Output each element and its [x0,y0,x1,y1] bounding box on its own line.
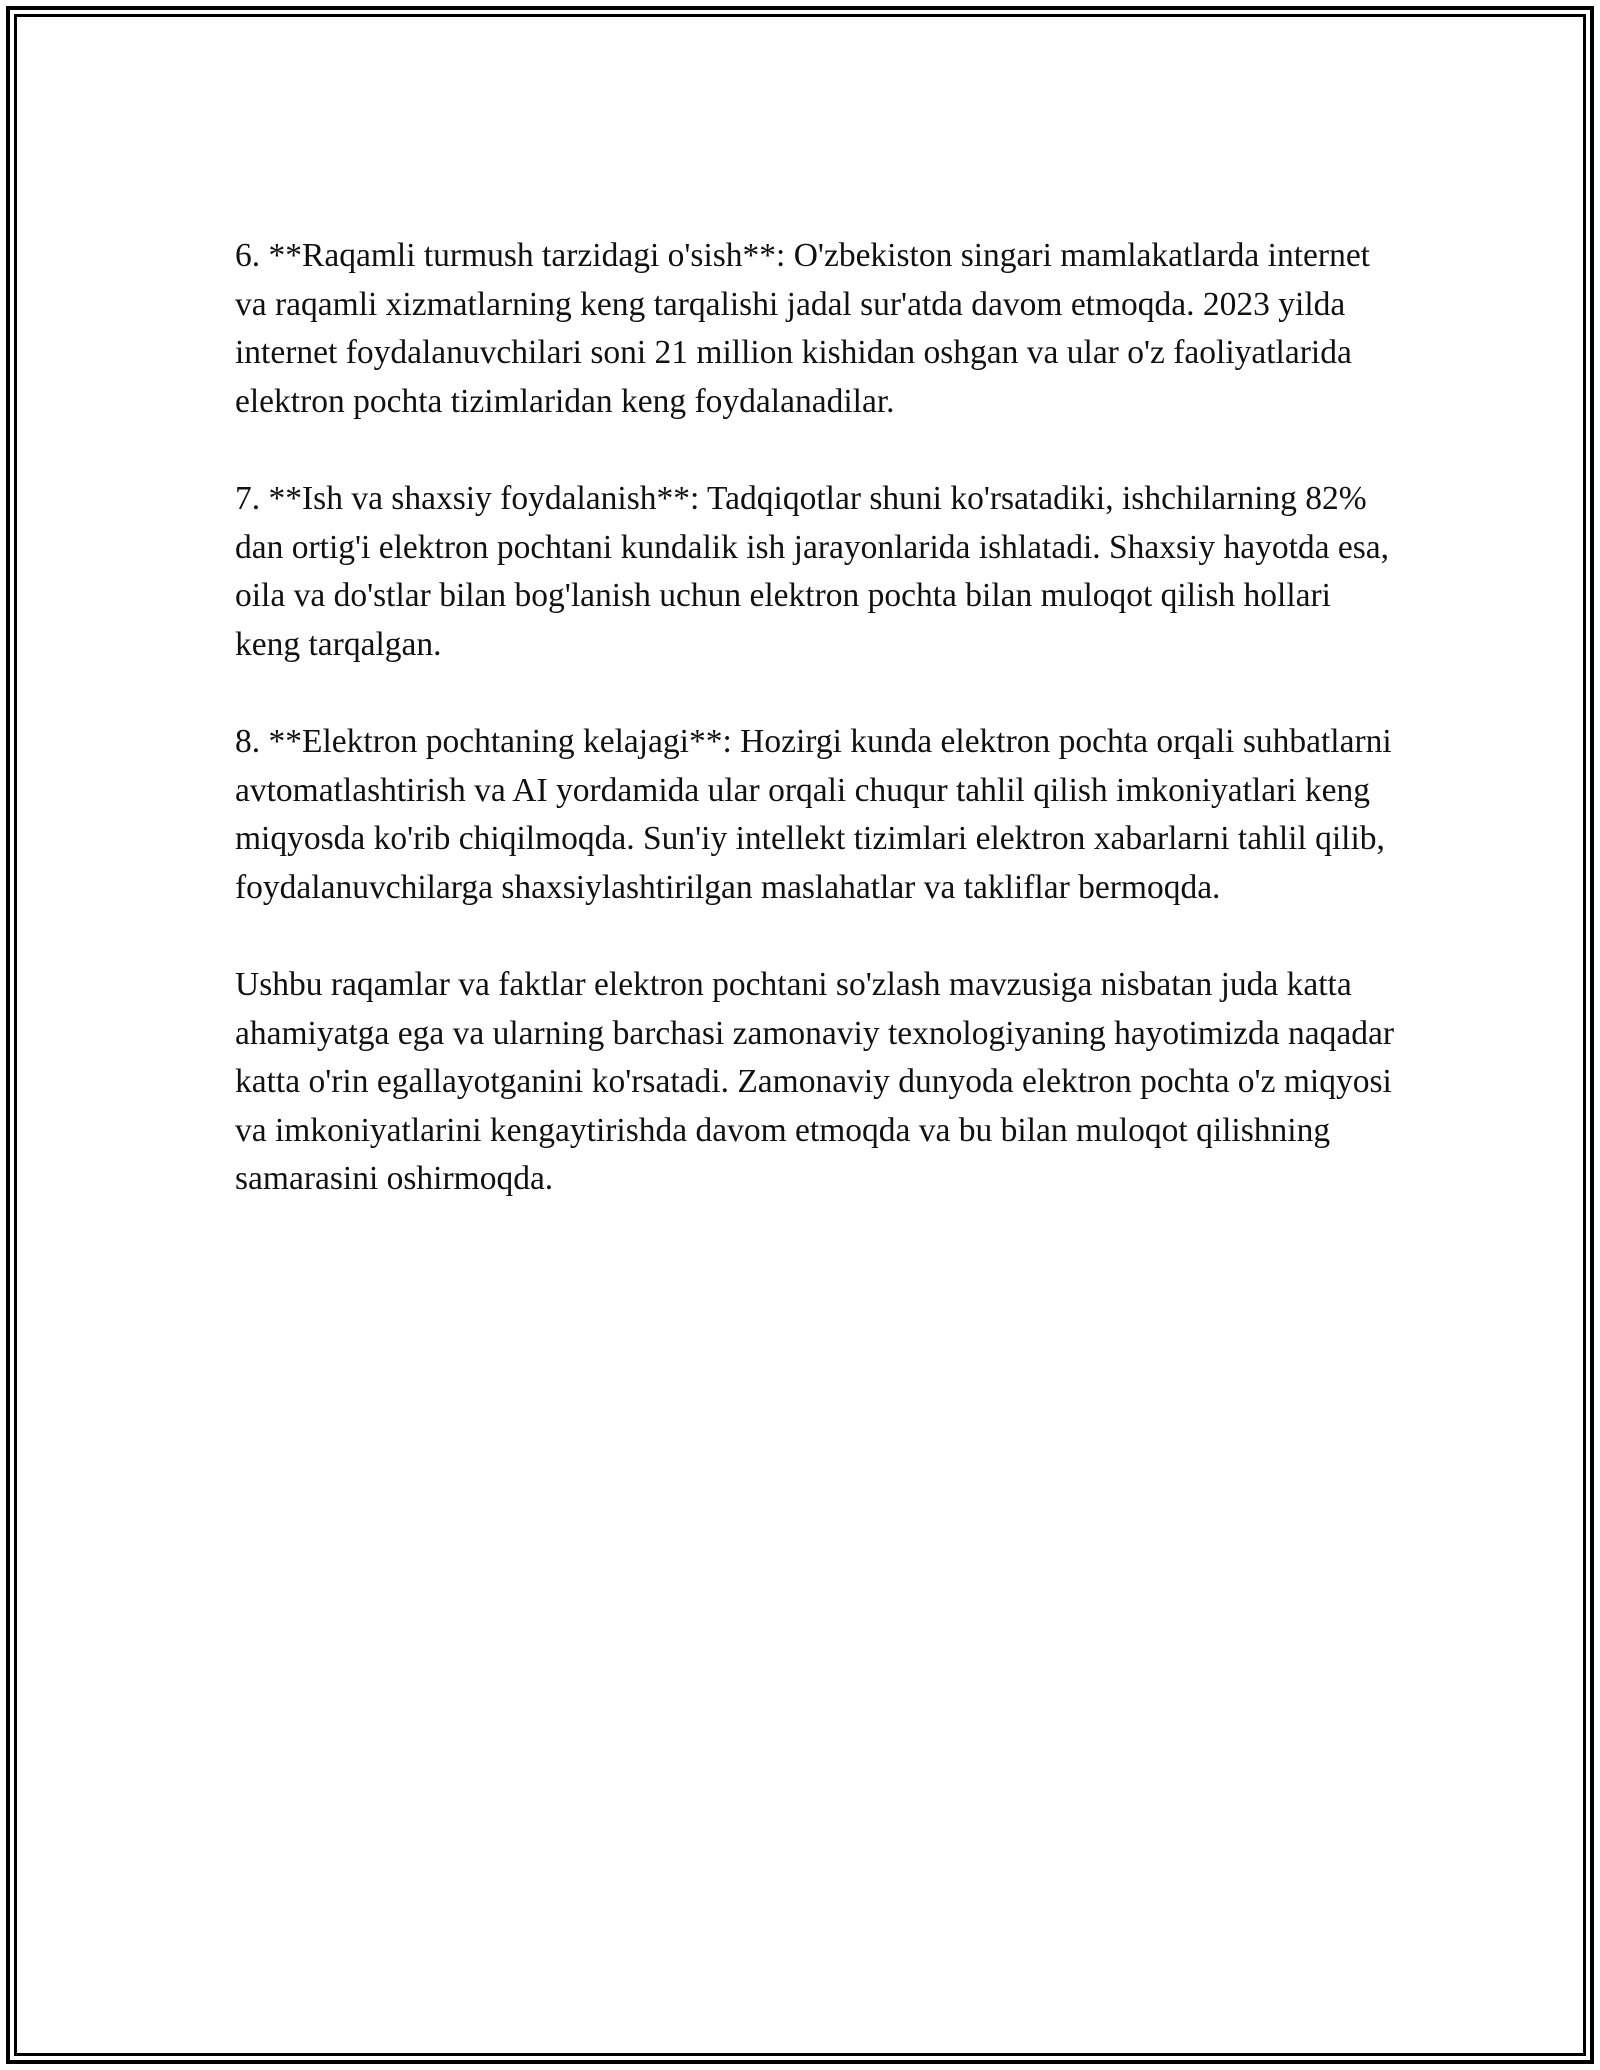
paragraph-work-personal-use: 7. **Ish va shaxsiy foydalanish**: Tadqiqotlar shuni ko'rsatadiki, ishchilarning 82% dan ortig'i elektron pochtani kundalik ish jarayonlarida ishlatadi. Shaxsiy hayotda esa, oila va do'stlar bilan bog'lanish uchun elektron pochta bilan muloqot qilish hollari keng tarqalgan. [235,479,1390,663]
document-body [235,232,1395,1252]
paragraph-digital-lifestyle: 6. **Raqamli turmush tarzidagi o'sish**: O'zbekiston singari mamlakatlarda internet va raqamli xizmatlarning keng tarqalishi jadal sur'atda davom etmoqda. 2023 yilda internet foydalanuvchilari soni 21 million kishidan oshgan va ular o'z faoliyatlarida elektron pochta tizimlaridan keng foydalanadilar. [235,237,1370,420]
paragraph-email-future: 8. **Elektron pochtaning kelajagi**: Hozirgi kunda elektron pochta orqali suhbatlarni avtomatlashtirish va AI yordamida ular orqali chuqur tahlil qilish imkoniyatlari keng miqyosda ko'rib chiqilmoqda. Sun'iy intellekt tizimlari elektron xabarlarni tahlil qilib, foydalanuvchilarga shaxsiylashtirilgan maslahatlar va takliflar bermoqda. [235,722,1392,906]
paragraph-conclusion: Ushbu raqamlar va faktlar elektron pochtani so'zlash mavzusiga nisbatan juda katta ahamiyatga ega va ularning barchasi zamonaviy texnologiyaning hayotimizda naqadar katta o'rin egallayotganini ko'rsatadi. Zamonaviy dunyoda elektron pochta o'z miqyosi va imkoniyatlarini kengaytirishda davom etmoqda va bu bilan muloqot qilishning samarasini oshirmoqda. [235,965,1395,1198]
